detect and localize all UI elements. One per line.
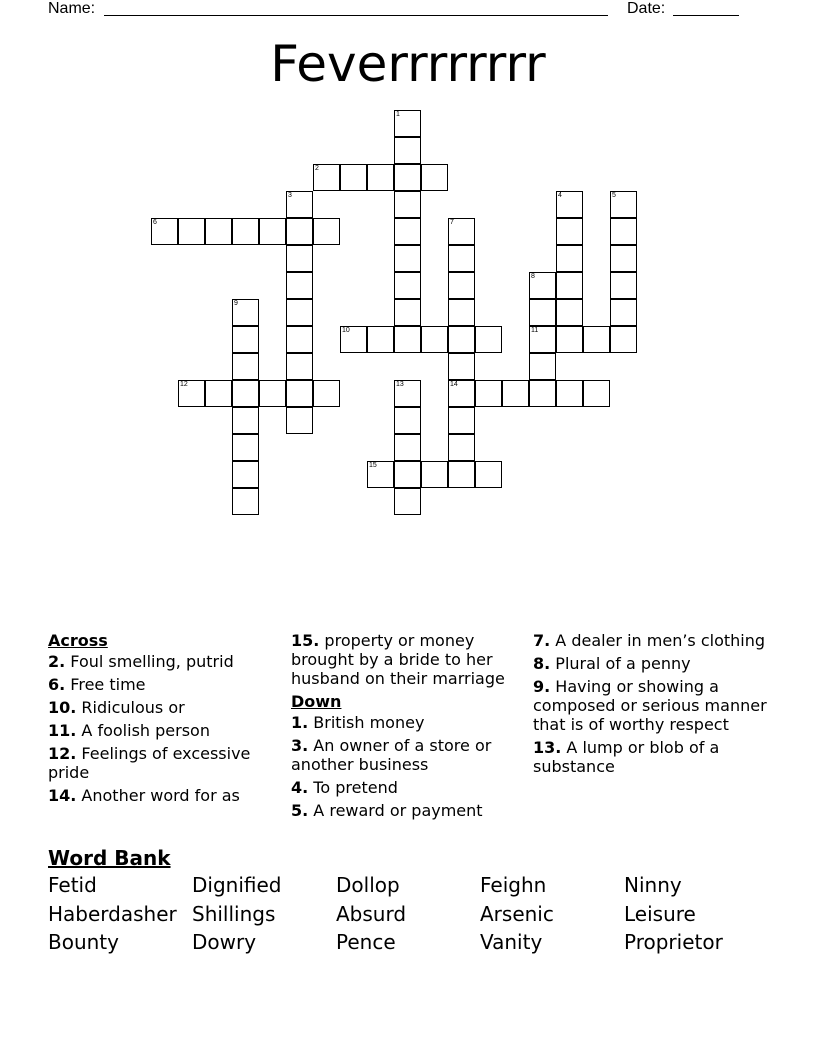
clues-column-2	[291, 631, 523, 824]
grid-cell[interactable]	[232, 299, 259, 326]
grid-cell[interactable]	[394, 164, 421, 191]
clue-number: 11	[531, 327, 539, 334]
clue-item	[533, 654, 767, 673]
grid-cell[interactable]	[340, 164, 367, 191]
grid-cell[interactable]	[583, 326, 610, 353]
clue-number: 7	[450, 219, 454, 226]
clue-text: Foul smelling, putrid	[65, 652, 234, 671]
clue-number: 10	[342, 327, 350, 334]
grid-cell[interactable]	[556, 326, 583, 353]
word-bank-item: Absurd	[336, 901, 407, 926]
clue-item	[48, 786, 280, 805]
clue-item	[291, 713, 523, 732]
grid-cell[interactable]	[421, 326, 448, 353]
grid-cell[interactable]	[448, 326, 475, 353]
across-clue-list-continued	[291, 631, 523, 688]
grid-cell[interactable]	[610, 191, 637, 218]
grid-cell[interactable]	[232, 218, 259, 245]
word-bank-item: Fetid	[48, 873, 97, 897]
grid-cell[interactable]	[583, 380, 610, 407]
grid-cell[interactable]	[394, 299, 421, 326]
grid-cell[interactable]	[448, 407, 475, 434]
clue-number-label: 3.	[291, 736, 309, 755]
grid-cell[interactable]	[394, 191, 421, 218]
clue-number-label: 6.	[48, 675, 66, 694]
grid-cell[interactable]	[529, 299, 556, 326]
grid-cell[interactable]	[394, 137, 421, 164]
grid-cell[interactable]	[475, 461, 502, 488]
clue-number-label: 14.	[48, 786, 77, 805]
grid-cell[interactable]	[556, 299, 583, 326]
grid-cell[interactable]	[178, 218, 205, 245]
word-bank-item: Ninny	[624, 873, 682, 897]
grid-cell[interactable]	[448, 353, 475, 380]
grid-cell[interactable]	[286, 245, 313, 272]
clue-number-label: 4.	[291, 778, 309, 797]
clue-number: 8	[531, 273, 535, 280]
clue-text: A foolish person	[76, 721, 210, 740]
clue-text: A lump or blob of a substance	[533, 738, 720, 776]
grid-cell[interactable]	[205, 380, 232, 407]
clue-number-label: 9.	[533, 677, 551, 696]
word-bank-item: Bounty	[48, 930, 119, 954]
page-title: Feverrrrrrrr	[270, 35, 546, 93]
clue-text: British money	[308, 713, 425, 732]
clue-number-label: 13.	[533, 738, 562, 757]
clue-item	[48, 652, 280, 671]
grid-cell[interactable]	[259, 218, 286, 245]
grid-cell[interactable]	[556, 191, 583, 218]
grid-cell[interactable]	[286, 380, 313, 407]
grid-cell[interactable]	[313, 218, 340, 245]
grid-cell[interactable]	[448, 272, 475, 299]
grid-cell[interactable]	[448, 218, 475, 245]
clue-number-label: 2.	[48, 652, 66, 671]
clue-item	[291, 736, 523, 774]
grid-cell[interactable]	[556, 245, 583, 272]
clue-text: Ridiculous or	[76, 698, 185, 717]
grid-cell[interactable]	[232, 407, 259, 434]
clue-number: 6	[153, 219, 157, 226]
clue-text: A reward or payment	[308, 801, 483, 820]
grid-cell[interactable]	[232, 461, 259, 488]
grid-cell[interactable]	[610, 272, 637, 299]
grid-cell[interactable]	[448, 245, 475, 272]
down-heading: Down	[291, 692, 342, 711]
word-bank-item: Arsenic	[480, 901, 554, 926]
clue-number-label: 12.	[48, 744, 77, 763]
down-clue-list	[291, 713, 523, 820]
grid-cell[interactable]	[394, 407, 421, 434]
grid-cell[interactable]	[286, 326, 313, 353]
word-bank-item: Dollop	[336, 873, 400, 897]
grid-cell[interactable]	[502, 380, 529, 407]
grid-cell[interactable]	[232, 380, 259, 407]
clue-item	[533, 631, 767, 650]
grid-cell[interactable]	[205, 218, 232, 245]
word-bank-item: Dowry	[192, 930, 257, 954]
clue-text: Having or showing a composed or serious manner that is of worthy respect	[533, 677, 767, 734]
clue-text: Free time	[65, 675, 146, 694]
clue-text: Another word for as	[76, 786, 240, 805]
word-bank-item: Vanity	[480, 930, 543, 954]
clue-number: 14	[450, 381, 458, 388]
clue-item	[48, 744, 280, 782]
grid-cell[interactable]	[286, 407, 313, 434]
grid-cell[interactable]	[610, 299, 637, 326]
grid-cell[interactable]	[394, 380, 421, 407]
grid-cell[interactable]	[232, 434, 259, 461]
grid-cell[interactable]	[394, 461, 421, 488]
grid-cell[interactable]	[394, 326, 421, 353]
grid-cell[interactable]	[448, 461, 475, 488]
clue-number-label: 8.	[533, 654, 551, 673]
grid-cell[interactable]	[232, 326, 259, 353]
grid-cell[interactable]	[421, 461, 448, 488]
clue-number-label: 15.	[291, 631, 320, 650]
grid-cell[interactable]	[313, 380, 340, 407]
clue-number-label: 1.	[291, 713, 309, 732]
clue-item	[533, 677, 767, 734]
across-heading: Across	[48, 631, 108, 650]
grid-cell[interactable]	[151, 218, 178, 245]
clue-number: 3	[288, 192, 292, 199]
clue-text: To pretend	[308, 778, 398, 797]
grid-cell[interactable]	[394, 272, 421, 299]
grid-cell[interactable]	[610, 326, 637, 353]
clue-text: Plural of a penny	[550, 654, 691, 673]
clue-number-label: 11.	[48, 721, 77, 740]
grid-cell[interactable]	[556, 272, 583, 299]
grid-cell[interactable]	[556, 218, 583, 245]
grid-cell[interactable]	[529, 272, 556, 299]
grid-cell[interactable]	[394, 110, 421, 137]
clue-number-label: 7.	[533, 631, 551, 650]
grid-cell[interactable]	[367, 461, 394, 488]
word-bank-item: Shillings	[192, 901, 276, 926]
clue-item	[48, 675, 280, 694]
grid-cell[interactable]	[529, 380, 556, 407]
grid-cell[interactable]	[394, 488, 421, 515]
clues-column-3	[533, 631, 767, 780]
grid-cell[interactable]	[286, 353, 313, 380]
grid-cell[interactable]	[286, 191, 313, 218]
grid-cell[interactable]	[178, 380, 205, 407]
word-bank-item: Proprietor	[624, 930, 723, 954]
grid-cell[interactable]	[475, 326, 502, 353]
word-bank-item: Haberdasher	[48, 901, 177, 926]
grid-cell[interactable]	[421, 164, 448, 191]
clue-item	[48, 721, 280, 740]
clue-number: 2	[315, 165, 319, 172]
grid-cell[interactable]	[340, 326, 367, 353]
grid-cell[interactable]	[286, 299, 313, 326]
grid-cell[interactable]	[286, 272, 313, 299]
clue-number: 9	[234, 300, 238, 307]
clue-number: 12	[180, 381, 188, 388]
word-bank-item: Leisure	[624, 901, 696, 926]
clue-number: 1	[396, 111, 400, 118]
clue-number: 15	[369, 462, 377, 469]
clue-item	[291, 801, 523, 820]
grid-cell[interactable]	[529, 353, 556, 380]
clue-text: A dealer in men’s clothing	[550, 631, 766, 650]
grid-cell[interactable]	[232, 353, 259, 380]
grid-cell[interactable]	[394, 434, 421, 461]
grid-cell[interactable]	[259, 380, 286, 407]
grid-cell[interactable]	[448, 434, 475, 461]
grid-cell[interactable]	[610, 245, 637, 272]
across-clue-list	[48, 652, 280, 805]
clue-number: 5	[612, 192, 616, 199]
clue-item	[48, 698, 280, 717]
clue-item	[291, 631, 523, 688]
clue-number-label: 10.	[48, 698, 77, 717]
grid-cell[interactable]	[232, 488, 259, 515]
down-clue-list-continued	[533, 631, 767, 776]
grid-cell[interactable]	[529, 326, 556, 353]
grid-cell[interactable]	[448, 299, 475, 326]
clue-number-label: 5.	[291, 801, 309, 820]
grid-cell[interactable]	[556, 380, 583, 407]
word-bank-item: Feighn	[480, 873, 547, 897]
word-bank-title: Word Bank	[48, 846, 171, 870]
grid-cell[interactable]	[367, 326, 394, 353]
grid-cell[interactable]	[448, 380, 475, 407]
grid-cell[interactable]	[475, 380, 502, 407]
name-label: Name:	[48, 0, 96, 17]
word-bank-item: Pence	[336, 930, 396, 954]
grid-cell[interactable]	[394, 218, 421, 245]
grid-cell[interactable]	[394, 245, 421, 272]
date-label: Date:	[627, 0, 666, 17]
grid-cell[interactable]	[610, 218, 637, 245]
clue-item	[533, 738, 767, 776]
grid-cell[interactable]	[313, 164, 340, 191]
clue-number: 4	[558, 192, 562, 199]
grid-cell[interactable]	[286, 218, 313, 245]
clue-number: 13	[396, 381, 404, 388]
word-bank-item: Dignified	[192, 873, 282, 897]
clue-text: property or money brought by a bride to her husband on their marriage	[291, 631, 505, 688]
clues-column-1	[48, 631, 280, 809]
clue-item	[291, 778, 523, 797]
grid-cell[interactable]	[367, 164, 394, 191]
clue-text: An owner of a store or another business	[291, 736, 492, 774]
clue-text: Feelings of excessive pride	[48, 744, 251, 782]
